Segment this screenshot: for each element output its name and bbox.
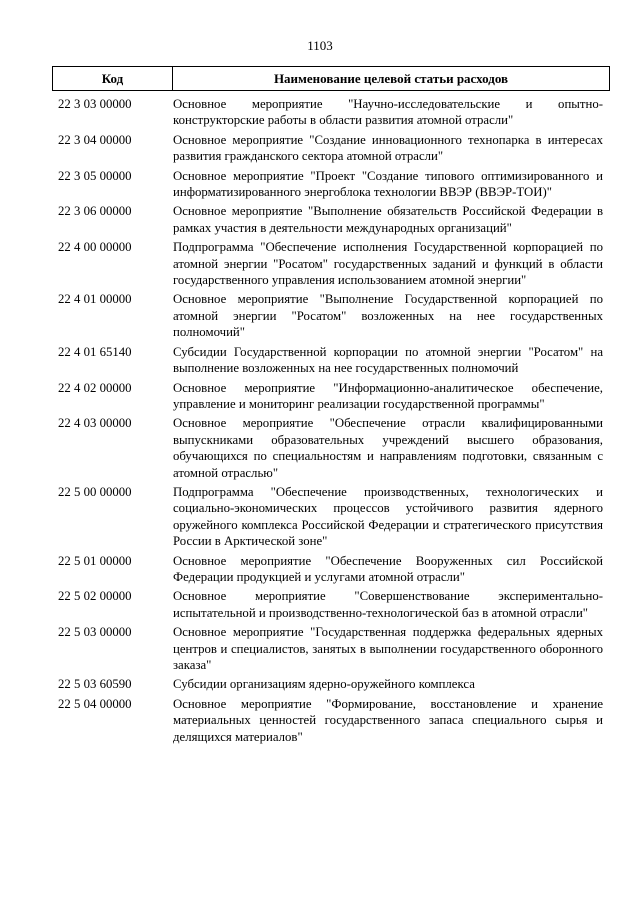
row-code: 22 3 03 00000 (58, 97, 132, 111)
row-name: Подпрограмма "Обеспечение производственных, технологических и социально-экономических процессов устойчивого развития ядерного оружейного комплекса Российской Федерации и стратегического присутствия России в Арктической зоне" (173, 484, 603, 549)
header-code: Код (53, 67, 173, 90)
table-row (52, 415, 610, 481)
row-code: 22 3 04 00000 (58, 132, 132, 147)
table-row (52, 96, 610, 129)
row-name: Основное мероприятие "Выполнение обязательств Российской Федерации в рамках участия в деятельности международных организаций" (173, 204, 603, 235)
page-number: 1103 (307, 38, 333, 53)
row-code: 22 5 03 60590 (58, 677, 132, 692)
table-row (52, 344, 610, 377)
row-name: Подпрограмма "Обеспечение исполнения Государственной корпорацией по атомной энергии "Росатом" государственных заданий и функций в области государственного управления использованием атомной энергии" (173, 240, 603, 288)
table-row (52, 380, 610, 413)
table-row (52, 168, 610, 201)
table-row (52, 553, 610, 586)
row-name: Субсидии организациям ядерно-оружейного комплекса (173, 677, 475, 692)
table-row (52, 624, 610, 673)
row-name: Основное мероприятие "Формирование, восстановление и хранение материальных ценностей государственного запаса специального сырья и делящихся материалов" (173, 696, 603, 744)
table-row (52, 132, 610, 165)
row-code: 22 5 01 00000 (58, 553, 132, 568)
row-code: 22 4 01 65140 (58, 344, 132, 359)
header-name: Наименование целевой статьи расходов (273, 71, 509, 86)
row-code: 22 5 04 00000 (58, 696, 132, 711)
row-name: Основное мероприятие "Проект "Создание типового оптимизированного и информатизированного энергоблока технологии ВВЭР (ВВЭР-ТОИ)" (173, 168, 603, 200)
table-row (52, 239, 610, 288)
row-name: Основное мероприятие "Выполнение Государственной корпорацией по атомной энергии "Росатом" возложенных на нее государственных полномочий" (173, 292, 603, 340)
row-code: 22 5 00 00000 (58, 484, 132, 499)
row-name: Основное мероприятие "Создание инновационного технопарка в интересах развития гражданского сектора атомной отрасли" (173, 132, 603, 164)
table-body (52, 96, 610, 748)
table-row (52, 291, 610, 340)
row-name: Основное мероприятие "Государственная поддержка федеральных ядерных центров и специалистов, занятых в выполнении государственного оборонного заказа" (173, 625, 603, 672)
row-code: 22 3 05 00000 (58, 168, 132, 183)
table-row (52, 203, 610, 236)
row-code: 22 4 03 00000 (58, 416, 132, 431)
row-code: 22 3 06 00000 (58, 204, 132, 219)
row-name: Основное мероприятие "Обеспечение Вооруженных сил Российской Федерации продукцией и услугами атомной отрасли" (173, 553, 603, 584)
table-row (52, 696, 610, 745)
row-name: Основное мероприятие "Обеспечение отрасли квалифицированными выпускниками образовательных учреждений высшего образования, обучающихся по специальностям и направлениям подготовки, связанным с атомной отраслью" (173, 416, 603, 480)
table-row (52, 676, 610, 692)
row-code: 22 5 02 00000 (58, 589, 132, 604)
row-name: Основное мероприятие "Научно-исследовательские и опытно-конструкторские работы в области развития атомной отрасли" (173, 97, 603, 128)
row-code: 22 5 03 00000 (58, 625, 132, 640)
row-name: Основное мероприятие "Информационно-аналитическое обеспечение, управление и мониторинг реализации государственной программы" (173, 380, 603, 411)
table-row (52, 484, 610, 550)
table-header (52, 66, 610, 91)
row-name: Основное мероприятие "Совершенствование экспериментально-испытательной и производственно-технологической баз в атомной отрасли" (173, 589, 603, 620)
row-name: Субсидии Государственной корпорации по атомной энергии "Росатом" на выполнение возложенных на нее государственных полномочий (173, 344, 603, 376)
table-row (52, 588, 610, 621)
row-code: 22 4 01 00000 (58, 292, 132, 307)
row-code: 22 4 00 00000 (58, 240, 132, 255)
row-code: 22 4 02 00000 (58, 380, 132, 395)
